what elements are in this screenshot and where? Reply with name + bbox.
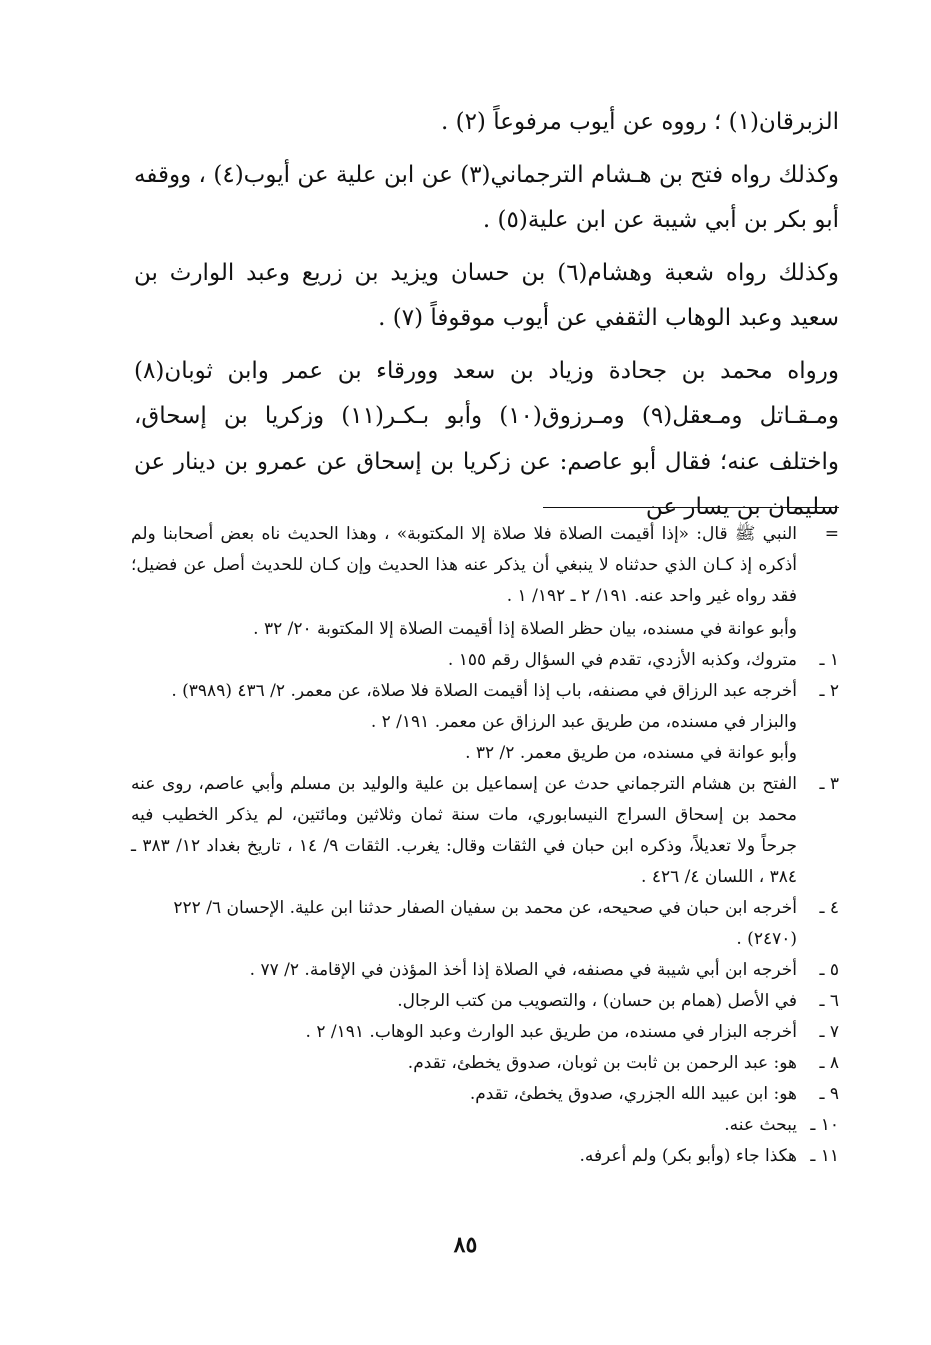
page-number: ٨٥ bbox=[453, 1232, 478, 1258]
footnote-number: ٥ ـ bbox=[819, 960, 839, 980]
footnote-text: والبزار في مسنده، من طريق عبد الرزاق عن معمر. ١٩١/ ٢ . bbox=[370, 712, 797, 732]
footnote-1 bbox=[131, 645, 839, 676]
footnote-continuation bbox=[131, 519, 839, 612]
continuation-text: النبي ﷺ قال: «إذا أقيمت الصلاة فلا صلاة إلا المكتوبة» ، وهذا الحديث ناه بعض أصحابنا ولم أذكره إذ كـان الذي حدثناه لا ينبغي أن يذكر عنه هذا الحديث وإن كـان للحديث أصل عن فضيل؛ فقد رواه غير واحد عنه. ١٩١/ ٢ ـ ١٩٢/ ١ . bbox=[131, 524, 797, 606]
footnote-text: هو: ابن عبيد الله الجزري، صدوق يخطئ، تقدم. bbox=[469, 1084, 797, 1104]
footnotes bbox=[131, 519, 839, 1172]
footnote-2 bbox=[131, 676, 839, 707]
footnote-9 bbox=[131, 1079, 839, 1110]
continuation-marker: = bbox=[824, 524, 839, 544]
footnote-number: ٢ ـ bbox=[819, 681, 839, 701]
footnote-number: ٨ ـ bbox=[819, 1053, 839, 1073]
footnote-text: أخرجه البزار في مسنده، من طريق عبد الوارث وعبد الوهاب. ١٩١/ ٢ . bbox=[305, 1022, 797, 1042]
footnote-10 bbox=[131, 1110, 839, 1141]
paragraph-1: الزبرقان(١) ؛ رووه عن أيوب مرفوعاً (٢) . bbox=[440, 109, 839, 135]
footnote-text: أخرجه عبد الرزاق في مصنفه، باب إذا أقيمت الصلاة فلا صلاة، عن معمر. ٢/ ٤٣٦ (٣٩٨٩) . bbox=[171, 681, 797, 701]
footnote-text: يبحث عنه. bbox=[724, 1115, 797, 1135]
footnote-5 bbox=[131, 955, 839, 986]
footnote-11 bbox=[131, 1141, 839, 1172]
footnote-text: وأبو عوانة في مسنده، من طريق معمر. ٢/ ٣٢ . bbox=[465, 743, 797, 763]
footnote-number: ٤ ـ bbox=[819, 898, 839, 918]
footnote-2-line-2 bbox=[131, 707, 839, 738]
paragraph-4: ورواه محمد بن جحادة وزياد بن سعد وورقاء بن عمر وابن ثوبان(٨) ومـقـاتل ومـعقل(٩) ومـرزوق(١٠) وأبو بـكـر(١١) وزكريا بن إسحاق، واختلف عنه؛ فقال أبو عاصم: عن زكريا بن إسحاق عن عمرو بن دينار عن سليمان بن يسار عن bbox=[134, 357, 839, 520]
footnote-number: ٩ ـ bbox=[819, 1084, 839, 1104]
footnote-number: ١١ ـ bbox=[810, 1146, 839, 1166]
paragraph-2: وكذلك رواه فتح بن هـشام الترجماني(٣) عن ابن علية عن أيوب(٤) ، ووقفه أبو بكر بن أبي شيبة عن ابن علية(٥) . bbox=[134, 161, 839, 233]
footnote-text: الفتح بن هشام الترجماني حدث عن إسماعيل بن علية والوليد بن مسلم وأبي عاصم، روى عنه محمد بن إسحاق السراج النيسابوري، مات سنة ثمان وثلاثين ومائتين، لم يذكر الخطيب فيه جرحاً ولا تعديلاً، وذكره ابن حبان في الثقات وقال: يغرب. الثقات ٩/ ١٤ ، تاريخ بغداد ١٢/ ٣٨٣ ـ ٣٨٤ ، اللسان ٤/ ٤٢٦ . bbox=[131, 774, 797, 887]
footnote-3 bbox=[131, 769, 839, 893]
paragraph-3: وكذلك رواه شعبة وهشام(٦) بن حسان ويزيد بن زريع وعبد الوارث بن سعيد وعبد الوهاب الثقفي عن أيوب موقوفاً (٧) . bbox=[134, 259, 839, 331]
footnote-text: متروك، وكذبه الأزدي، تقدم في السؤال رقم ١٥٥ . bbox=[447, 650, 797, 670]
footnote-separator bbox=[543, 507, 839, 508]
footnote-number: ٧ ـ bbox=[819, 1022, 839, 1042]
footnote-number: ٣ ـ bbox=[819, 774, 839, 794]
continuation-text-2: وأبو عوانة في مسنده، بيان حظر الصلاة إذا أقيمت الصلاة إلا المكتوبة ٢٠/ ٣٢ . bbox=[253, 619, 797, 639]
footnote-number: ١ ـ bbox=[819, 650, 839, 670]
footnote-text: هو: عبد الرحمن بن ثابت بن ثوبان، صدوق يخطئ، تقدم. bbox=[407, 1053, 797, 1073]
footnote-text: أخرجه ابن أبي شيبة في مصنفه، في الصلاة إذا أخذ المؤذن في الإقامة. ٢/ ٧٧ . bbox=[249, 960, 797, 980]
footnote-4 bbox=[131, 893, 839, 955]
footnote-text: أخرجه ابن حبان في صحيحه، عن محمد بن سفيان الصفار حدثنا ابن علية. الإحسان ٦/ ٢٢٢ (٢٤٧٠) . bbox=[173, 898, 797, 949]
footnote-number: ٦ ـ bbox=[819, 991, 839, 1011]
footnote-2-line-3 bbox=[131, 738, 839, 769]
footnote-8 bbox=[131, 1048, 839, 1079]
main-text bbox=[134, 100, 839, 538]
footnote-6 bbox=[131, 986, 839, 1017]
footnote-text: هكذا جاء (وأبو بكر) ولم أعرفه. bbox=[579, 1146, 797, 1166]
footnote-continuation-2 bbox=[131, 614, 839, 645]
footnote-7 bbox=[131, 1017, 839, 1048]
footnote-number: ١٠ ـ bbox=[810, 1115, 839, 1135]
footnote-text: في الأصل (همام بن حسان) ، والتصويب من كتب الرجال. bbox=[397, 991, 797, 1011]
